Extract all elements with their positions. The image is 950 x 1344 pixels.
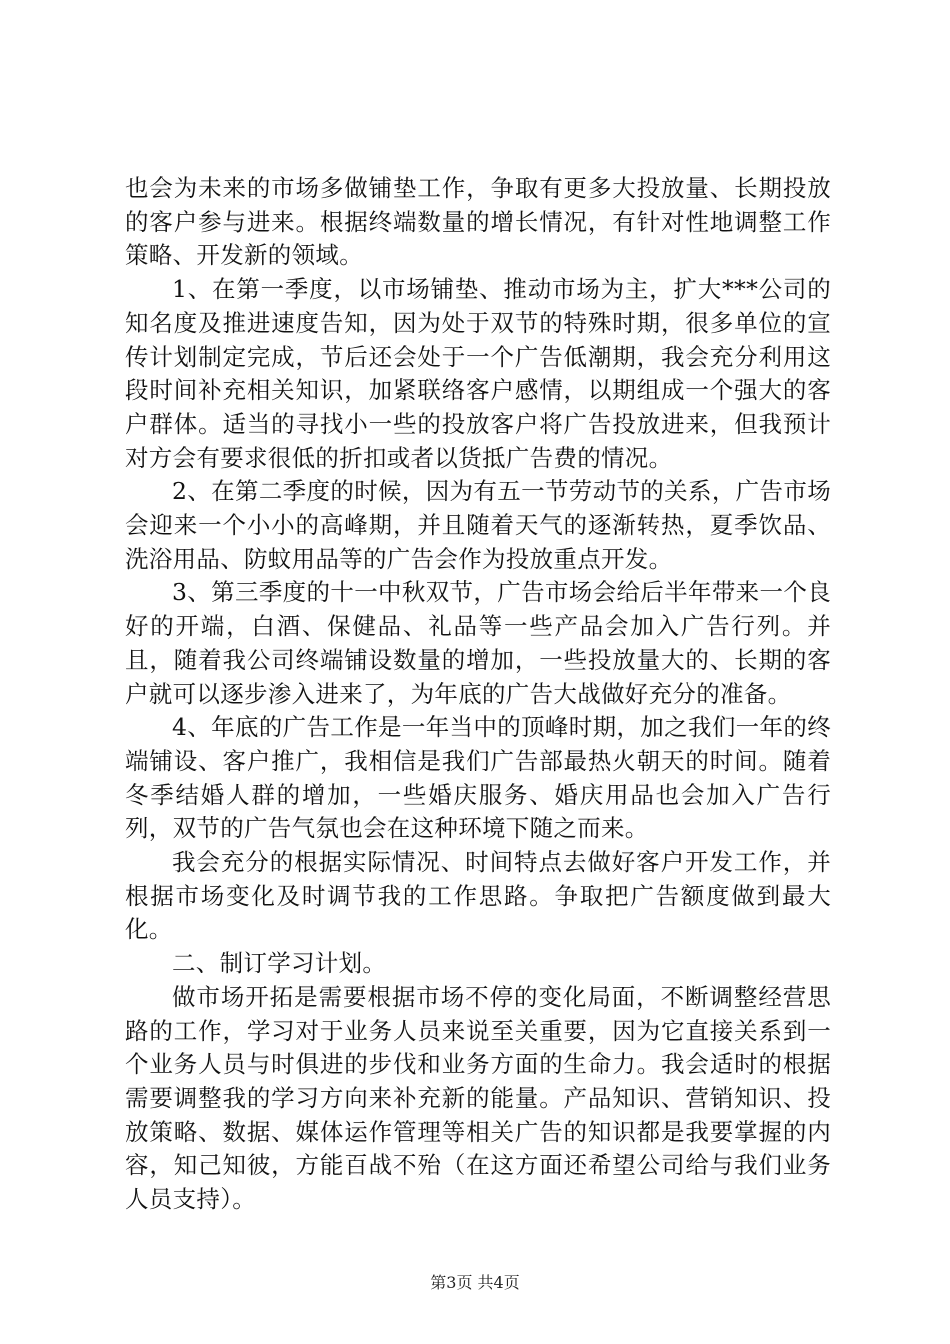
paragraph-q3-plan: 3、第三季度的十一中秋双节，广告市场会给后半年带来一个良好的开端，白酒、保健品、礼品等一些产品会加入广告行列。并且，随着我公司终端铺设数量的增加，一些投放量大的、长期的客户就可以逐步渗入进来了，为年底的广告大战做好充分的准备。 bbox=[125, 578, 831, 708]
paragraph-summary: 我会充分的根据实际情况、时间特点去做好客户开发工作，并根据市场变化及时调节我的工作思路。争取把广告额度做到最大化。 bbox=[125, 848, 831, 944]
paragraph-q4-plan: 4、年底的广告工作是一年当中的顶峰时期，加之我们一年的终端铺设、客户推广，我相信是我们广告部最热火朝天的时间。随着冬季结婚人群的增加，一些婚庆服务、婚庆用品也会加入广告行列，双节的广告气氛也会在这种环境下随之而来。 bbox=[125, 713, 831, 843]
page-number-footer: 第3页 共4页 bbox=[430, 1273, 520, 1292]
document-body bbox=[125, 172, 831, 1217]
paragraph-q1-plan: 1、在第一季度，以市场铺垫、推动市场为主，扩大***公司的知名度及推进速度告知，因为处于双节的特殊时期，很多单位的宣传计划制定完成，节后还会处于一个广告低潮期，我会充分利用这段时间补充相关知识，加紧联络客户感情，以期组成一个强大的客户群体。适当的寻找小一些的投放客户将广告投放进来，但我预计对方会有要求很低的折扣或者以货抵广告费的情况。 bbox=[125, 275, 831, 472]
paragraph-study-plan: 做市场开拓是需要根据市场不停的变化局面，不断调整经营思路的工作，学习对于业务人员来说至关重要，因为它直接关系到一个业务人员与时俱进的步伐和业务方面的生命力。我会适时的根据需要调整我的学习方向来补充新的能量。产品知识、营销知识、投放策略、数据、媒体运作管理等相关广告的知识都是我要掌握的内容，知己知彼，方能百战不殆（在这方面还希望公司给与我们业务人员支持）。 bbox=[125, 982, 831, 1214]
paragraph-q2-plan: 2、在第二季度的时候，因为有五一节劳动节的关系，广告市场会迎来一个小小的高峰期，并且随着天气的逐渐转热，夏季饮品、洗浴用品、防蚊用品等的广告会作为投放重点开发。 bbox=[125, 477, 831, 573]
section-heading-study-plan: 二、制订学习计划。 bbox=[172, 949, 387, 978]
paragraph-continuation: 也会为未来的市场多做铺垫工作，争取有更多大投放量、长期投放的客户参与进来。根据终端数量的增长情况，有针对性地调整工作策略、开发新的领域。 bbox=[125, 174, 831, 270]
